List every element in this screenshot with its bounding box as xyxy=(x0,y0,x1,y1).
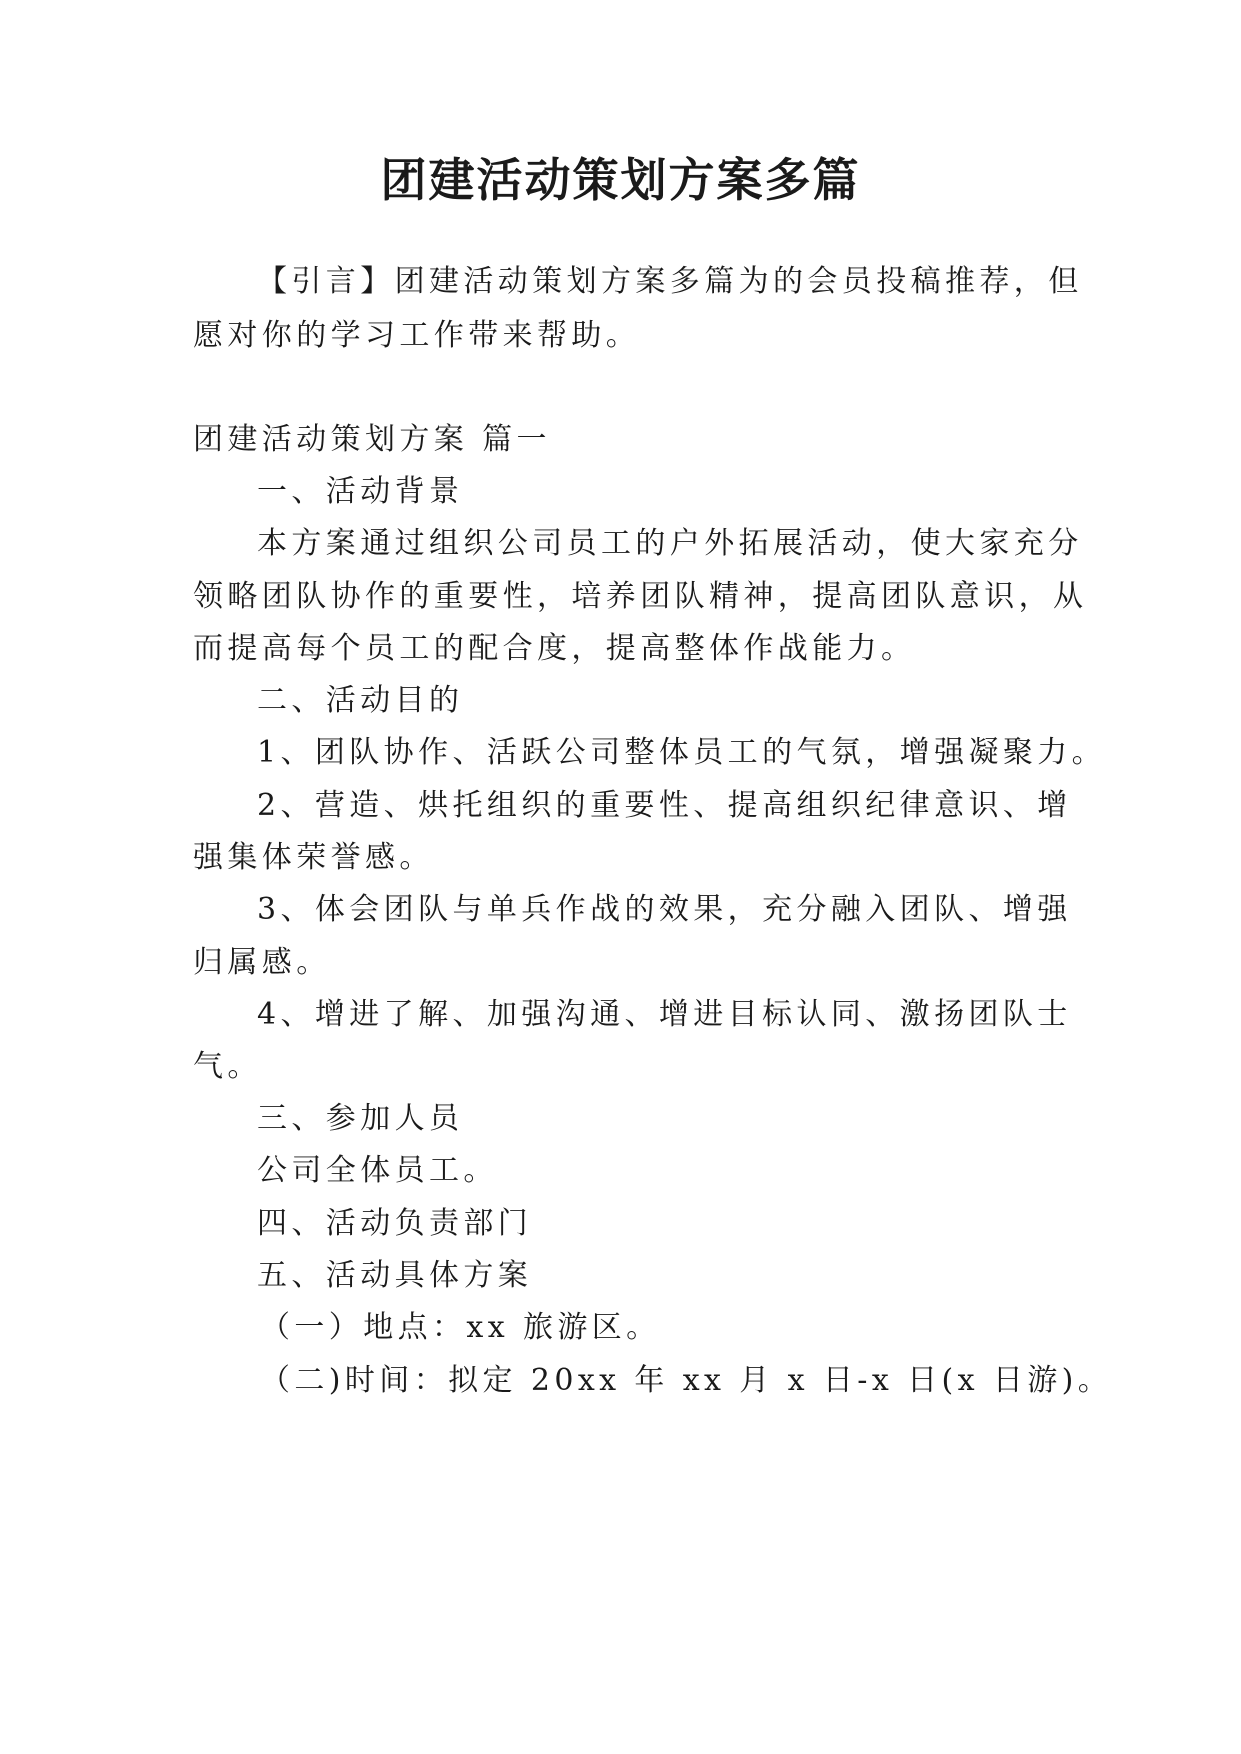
heading-plan: 五、活动具体方案 xyxy=(257,1258,533,1293)
heading-purpose: 二、活动目的 xyxy=(257,683,464,718)
goal-2-line-1: 2、营造、烘托组织的重要性、提高组织纪律意识、增 xyxy=(257,788,1072,823)
document-title: 团建活动策划方案多篇 xyxy=(380,153,861,207)
goal-4-line-2: 气。 xyxy=(193,1049,262,1084)
paragraph-background-line-2: 领略团队协作的重要性，培养团队精神，提高团队意识，从 xyxy=(193,579,1088,614)
section-heading: 团建活动策划方案 篇一 xyxy=(193,422,551,457)
goal-3-line-2: 归属感。 xyxy=(193,945,331,980)
plan-location: （一）地点：xx 旅游区。 xyxy=(260,1310,661,1345)
heading-background: 一、活动背景 xyxy=(257,474,464,509)
intro-line-1: 【引言】团建活动策划方案多篇为的会员投稿推荐，但 xyxy=(257,264,1083,299)
goal-1: 1、团队协作、活跃公司整体员工的气氛，增强凝聚力。 xyxy=(257,735,1107,770)
heading-department: 四、活动负责部门 xyxy=(257,1206,533,1241)
goal-4-line-1: 4、增进了解、加强沟通、增进目标认同、激扬团队士 xyxy=(257,997,1072,1032)
paragraph-background-line-3: 而提高每个员工的配合度，提高整体作战能力。 xyxy=(193,631,916,666)
participants-text: 公司全体员工。 xyxy=(257,1153,498,1188)
intro-line-2: 愿对你的学习工作带来帮助。 xyxy=(193,318,641,353)
plan-time: （二)时间：拟定 20xx 年 xx 月 x 日-x 日(x 日游)。 xyxy=(260,1363,1113,1398)
heading-participants: 三、参加人员 xyxy=(257,1101,464,1136)
goal-3-line-1: 3、体会团队与单兵作战的效果，充分融入团队、增强 xyxy=(257,892,1072,927)
paragraph-background-line-1: 本方案通过组织公司员工的户外拓展活动，使大家充分 xyxy=(257,526,1083,561)
goal-2-line-2: 强集体荣誉感。 xyxy=(193,840,434,875)
